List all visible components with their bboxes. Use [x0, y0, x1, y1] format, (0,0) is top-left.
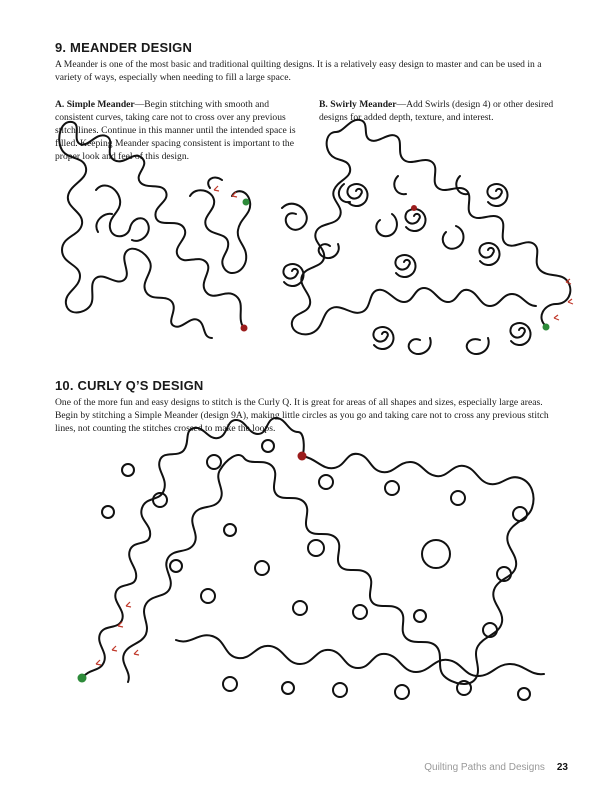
curly-q-end-dot	[298, 452, 307, 461]
direction-arrow-icon	[118, 622, 123, 627]
page-footer	[424, 762, 568, 773]
direction-arrow-icon	[134, 650, 139, 655]
swirly-meander-text: —Add Swirls (design 4) or other desired designs for added depth, texture, and interest.	[319, 99, 554, 123]
swirly-meander-title: B. Swirly Meander	[319, 99, 397, 110]
simple-meander-title: A. Simple Meander	[55, 99, 135, 110]
book-title: Quilting Paths and Designs	[424, 762, 545, 773]
direction-arrow-icon	[112, 646, 117, 651]
section-9-intro: A Meander is one of the most basic and traditional quilting designs. It is a relatively easy design to master and can be used in a variety of ways, especially when needing to fill a large space.	[55, 59, 542, 83]
section-9-heading: 9. MEANDER DESIGN	[55, 40, 193, 55]
curly-q-start-dot	[78, 674, 87, 683]
section-10-intro: One of the more fun and easy designs to stitch is the Curly Q. It is great for areas of all shapes and sizes, especially large areas. Begin by stitching a Simple Meander (design 9A), making little circles as you go and taking care not to cross any previous stitch lines, not counting the stitches crossed to make the loops.	[55, 397, 549, 434]
simple-meander-text: —Begin stitching with smooth and consistent curves, taking care not to cross over any previous stitch lines. Continue in this manner until the intended space is filled. Keeping Meander spacing consistent is important to the proper look and feel of this design.	[55, 99, 296, 162]
curly-q-stitch-path-3	[176, 635, 544, 676]
page-number: 23	[556, 762, 568, 773]
direction-arrow-icon	[126, 602, 131, 607]
section-10-heading: 10. CURLY Q’S DESIGN	[55, 378, 204, 393]
direction-arrow-icon	[96, 660, 101, 665]
curly-loops	[102, 440, 530, 700]
